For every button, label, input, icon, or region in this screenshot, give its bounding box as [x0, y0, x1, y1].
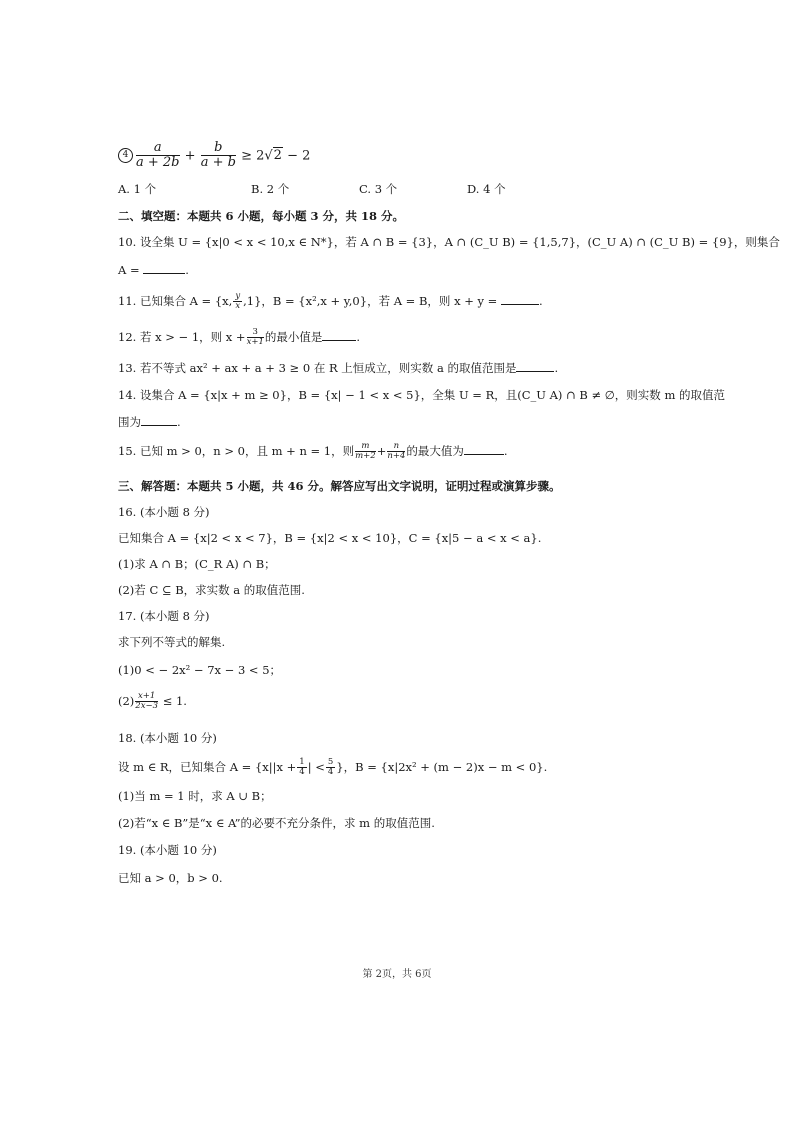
q11: 11. 已知集合 A = {x, $\frac{y}{x}$ ,1}，B = {x²,x + y,0}，若 A = B，则 x + y = . [118, 291, 543, 312]
q14-line2: 围为 . [118, 415, 181, 429]
q18-part2: (2)若“x ∈ B”是“x ∈ A”的必要不充分条件，求 m 的取值范围. [118, 816, 435, 830]
fraction-n-over-n-plus-4: $\frac{n}{n+4}$ [387, 441, 406, 462]
sqrt-sign: √ [264, 148, 273, 164]
q9-option-d: D. 4 个 [467, 182, 506, 196]
answer-blank [464, 454, 504, 455]
q15: 15. 已知 m > 0，n > 0，且 m + n = 1，则 $\frac{m}{m+2}$ + $\frac{n}{n+4}$ 的最大值为 . [118, 441, 508, 462]
q17-head: 17. (本小题 8 分) [118, 609, 210, 623]
q12: 12. 若 x > − 1，则 x + $\frac{3}{x+1}$ 的最小值是 . [118, 327, 361, 348]
answer-blank [143, 273, 185, 274]
q16-part1: (1)求 A ∩ B；(C_R A) ∩ B； [118, 557, 276, 571]
answer-blank [322, 340, 356, 341]
answer-blank [141, 425, 177, 426]
q9-option-b: B. 2 个 [251, 182, 290, 196]
fraction-5-over-4: $\frac{5}{4}$ [327, 757, 334, 778]
q13: 13. 若不等式 ax² + ax + a + 3 ≥ 0 在 R 上恒成立，则实数 a 的取值范围是 . [118, 361, 559, 375]
fraction-1-over-4: $\frac{1}{4}$ [299, 757, 305, 778]
q17-given: 求下列不等式的解集. [118, 635, 226, 649]
page-footer: 第 2页，共 6页 [362, 969, 432, 980]
q9-option-a: A. 1 个 [118, 182, 157, 196]
fraction-m-over-m-plus-2: $\frac{m}{m+2}$ [355, 441, 376, 462]
answer-blank [501, 304, 539, 305]
q18-part1: (1)当 m = 1 时，求 A ∪ B； [118, 789, 272, 803]
fraction-a-over-a-plus-2b: $\frac{a}{a + 2b}$ [136, 140, 180, 171]
q18-given: 设 m ∈ R，已知集合 A = {x||x + $\frac{1}{4}$ | < $\frac{5}{4}$ }，B = {x|2x² + (m − 2)x − m < 0}. [118, 757, 548, 778]
section3-title: 三、解答题：本题共 5 小题，共 46 分。解答应写出文字说明，证明过程或演算步骤。 [118, 479, 561, 493]
q19-head: 19. (本小题 10 分) [118, 843, 217, 857]
q9-option-c: C. 3 个 [359, 182, 398, 196]
answer-blank [516, 371, 554, 372]
q16-given: 已知集合 A = {x|2 < x < 7}，B = {x|2 < x < 10}，C = {x|5 − a < x < a}. [118, 531, 542, 545]
q18-head: 18. (本小题 10 分) [118, 731, 217, 745]
q9-item-4: 4 $\frac{a}{a + 2b}$ + $\frac{b}{a + b}$ ≥ 2√2 − 2 [118, 141, 310, 171]
fraction-x-plus-1-over-2x-minus-3: $\frac{x+1}{2x-3}$ [135, 691, 159, 712]
circled-number-4: 4 [118, 148, 133, 163]
q17-part1: (1)0 < − 2x² − 7x − 3 < 5； [118, 663, 282, 677]
q16-head: 16. (本小题 8 分) [118, 505, 210, 519]
q19-given: 已知 a > 0，b > 0. [118, 871, 223, 885]
q14-line1: 14. 设集合 A = {x|x + m ≥ 0}，B = {x| − 1 < x < 5}，全集 U = R，且(C_U A) ∩ B ≠ ∅，则实数 m 的取值范 [118, 388, 725, 402]
q17-part2: (2) $\frac{x+1}{2x-3}$ ≤ 1. [118, 691, 187, 712]
q16-part2: (2)若 C ⊆ B，求实数 a 的取值范围. [118, 583, 305, 597]
fraction-b-over-a-plus-b: $\frac{b}{a + b}$ [200, 140, 236, 171]
fraction-y-over-x: $\frac{y}{x}$ [235, 291, 241, 312]
q10-line2: A = . [118, 263, 189, 277]
fraction-3-over-x-plus-1: $\frac{3}{x+1}$ [246, 327, 264, 348]
q10-line1: 10. 设全集 U = {x|0 < x < 10,x ∈ N*}，若 A ∩ B = {3}，A ∩ (C_U B) = {1,5,7}，(C_U A) ∩ (C_U B) = {9}，则集合 [118, 235, 780, 249]
section2-title: 二、填空题：本题共 6 小题，每小题 3 分，共 18 分。 [118, 209, 405, 223]
